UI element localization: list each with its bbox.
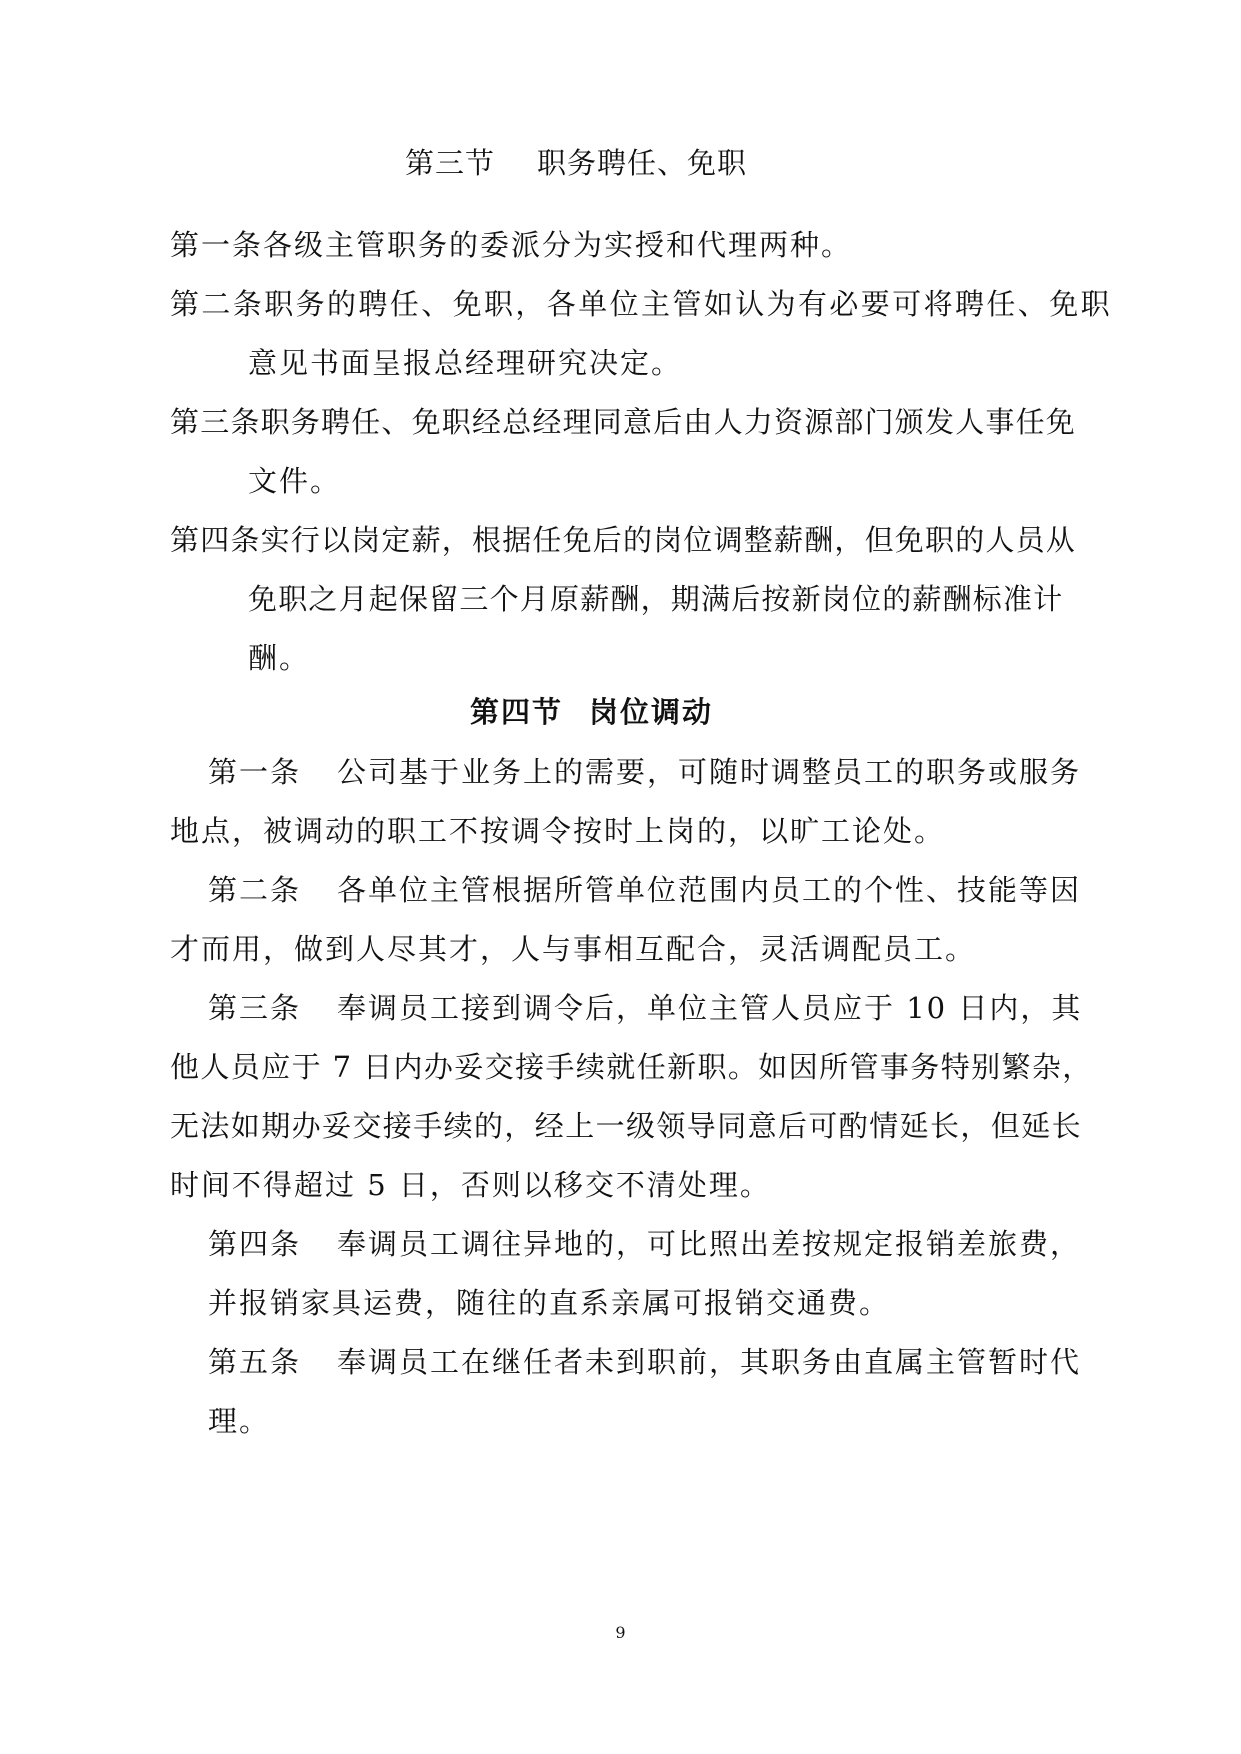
article-line-continued: 文件。 [248,464,342,498]
section-heading [470,692,713,732]
article-first-line [208,1342,1081,1382]
article-label: 第一条 [208,755,302,789]
article-label: 第三条 [208,991,302,1025]
article-first-line [208,870,1081,910]
section-number: 第三节 [405,146,496,180]
article-line-continued: 理。 [208,1404,271,1438]
article-text: 公司基于业务上的需要，可随时调整员工的职务或服务 [337,755,1082,789]
article-label: 第二条 [208,873,302,907]
article-first-line [208,1224,1081,1264]
article-line-continued: 无法如期办妥交接手续的，经上一级领导同意后可酌情延长，但延长 [170,1109,1083,1143]
section-title: 岗位调动 [589,695,714,729]
article-line: 第一条各级主管职务的委派分为实授和代理两种。 [170,228,853,262]
article-first-line [208,752,1081,792]
page-number: 9 [615,1623,626,1642]
article-label: 第五条 [208,1345,302,1379]
article-text: 各单位主管根据所管单位范围内员工的个性、技能等因 [337,873,1082,907]
article-line-continued: 意见书面呈报总经理研究决定。 [248,346,683,380]
article-line-continued: 免职之月起保留三个月原薪酬，期满后按新岗位的薪酬标准计 [248,582,1064,616]
section-title: 职务聘任、免职 [537,146,748,180]
article-first-line [208,988,1082,1028]
article-line: 第四条实行以岗定薪，根据任免后的岗位调整薪酬，但免职的人员从 [170,523,1077,557]
article-line-continued: 才而用，做到人尽其才，人与事相互配合，灵活调配员工。 [170,932,977,966]
section-heading [405,143,747,183]
article-line-continued: 酬。 [248,641,311,675]
article-text: 奉调员工调往异地的，可比照出差按规定报销差旅费， [337,1227,1082,1261]
article-line-continued: 地点，被调动的职工不按调令按时上岗的，以旷工论处。 [170,814,946,848]
article-label: 第四条 [208,1227,302,1261]
section-number: 第四节 [470,695,564,729]
article-line-continued: 并报销家具运费，随往的直系亲属可报销交通费。 [208,1286,891,1320]
article-line-continued: 时间不得超过 5 日，否则以移交不清处理。 [170,1168,771,1202]
article-text: 奉调员工在继任者未到职前，其职务由直属主管暂时代 [337,1345,1082,1379]
article-line-continued: 他人员应于 7 日内办妥交接手续就任新职。如因所管事务特别繁杂， [170,1050,1093,1084]
article-text: 奉调员工接到调令后，单位主管人员应于 10 日内，其 [337,991,1083,1025]
article-line: 第三条职务聘任、免职经总经理同意后由人力资源部门颁发人事任免 [170,405,1077,439]
article-line: 第二条职务的聘任、免职，各单位主管如认为有必要可将聘任、免职 [170,287,1113,321]
